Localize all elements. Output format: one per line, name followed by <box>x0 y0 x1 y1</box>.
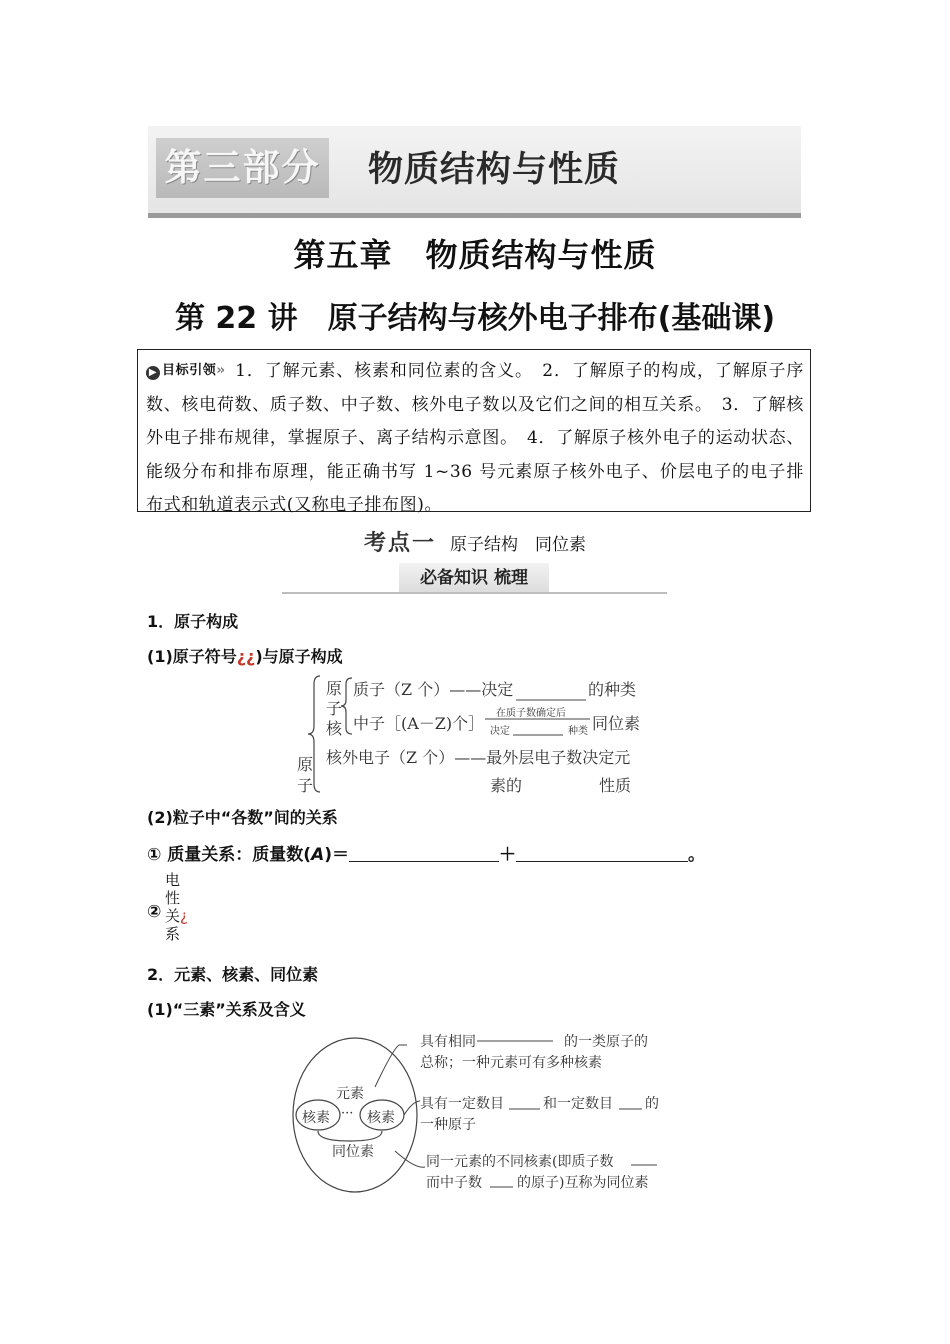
mass-var: A <box>311 845 325 865</box>
r2-post: 的 <box>645 1096 659 1112</box>
goals-tag <box>146 354 223 388</box>
mass-end: 。 <box>688 845 706 865</box>
r1-line2: 总称；一种元素可有多种核素 <box>420 1055 602 1071</box>
r2-pre: 具有一定数目 <box>420 1096 504 1112</box>
s1-sub1-post: )与原子构成 <box>255 647 343 666</box>
blank-mass-2[interactable] <box>516 845 688 862</box>
leader-line-3 <box>395 1151 425 1167</box>
label-outer-yuan: 原 <box>297 755 314 774</box>
stack-sym: ¿ <box>180 907 188 925</box>
label-zi: 子 <box>326 699 343 718</box>
part-banner <box>148 126 801 218</box>
goals-tag-label: 目标引领 <box>162 363 217 378</box>
r2-line2: 一种原子 <box>420 1117 476 1133</box>
s1-sub1-sym: ¿¿ <box>236 647 256 666</box>
venn-tongweisu: 同位素 <box>332 1144 374 1160</box>
play-icon: ▶ <box>146 366 160 380</box>
double-chevron-icon: ›› <box>216 363 224 378</box>
section-bar: 必备知识 梳理 <box>399 563 549 593</box>
goals-paragraph <box>146 354 804 523</box>
label-outer-zi: 子 <box>297 776 314 795</box>
arrow-bottom-right: 种类 <box>568 726 588 737</box>
goals-box <box>137 349 811 515</box>
inner-brace <box>341 678 352 734</box>
mass-mid: )＝ <box>324 845 350 865</box>
stack-char-3-text: 关 <box>165 907 181 925</box>
electron-line2-b: 性质 <box>599 776 632 795</box>
mass-pre: ① 质量关系：质量数( <box>147 845 312 865</box>
proton-end: 的种类 <box>588 680 637 699</box>
s1-sub1 <box>147 644 343 667</box>
r3-line2-post: 的原子)互称为同位素 <box>517 1175 649 1191</box>
electric-relation-stack <box>165 871 188 943</box>
blank-mass-1[interactable] <box>349 845 499 862</box>
banner-rule <box>148 213 801 218</box>
neutron-end: 同位素 <box>592 714 641 733</box>
stack-char-1: 电 <box>165 871 181 889</box>
neutron-line: 中子［(A－Z)个］ <box>353 714 485 733</box>
s2-mass-line <box>147 840 705 865</box>
r3-line1: 同一元素的不同核素(即质子数 <box>426 1154 614 1170</box>
r3-line2-pre: 而中子数 <box>426 1175 482 1191</box>
mass-plus: ＋ <box>499 845 517 865</box>
venn-yuansu: 元素 <box>336 1086 364 1102</box>
s3-sub: (1)“三素”关系及含义 <box>147 1000 306 1019</box>
venn-dots: ··· <box>341 1106 354 1121</box>
r2-mid: 和一定数目 <box>543 1096 613 1112</box>
stack-char-4: 系 <box>165 925 181 943</box>
s2-heading: (2)粒子中“各数”间的关系 <box>147 808 338 827</box>
leader-line-2 <box>404 1101 420 1115</box>
r1-pre: 具有相同 <box>420 1034 476 1050</box>
section-divider <box>282 592 667 594</box>
chapter-title: 第五章 物质结构与性质 <box>293 236 657 274</box>
lesson-title: 第 22 讲 原子结构与核外电子排布(基础课) <box>174 301 776 336</box>
part-title: 物质结构与性质 <box>368 150 621 190</box>
part-label: 第三部分 <box>156 138 329 198</box>
s3-heading: 2．元素、核素、同位素 <box>147 965 319 984</box>
goals-text: 1．了解元素、核素和同位素的含义。 2．了解原子的构成，了解原子序数、核电荷数、质子数、中子数、核外电子数以及它们之间的相互关系。 3．了解核外电子排布规律，掌握原子、离子结构示意图。 4．了解原子核外电子的运动状态、能级分布和排布原理，能正确书写 1~36 号元素原子核外电子、价层电子的电子排布式和轨道表示式(又称电子排布图)。 <box>146 361 804 515</box>
venn-hesu-left: 核素 <box>302 1110 330 1126</box>
arrow-top-text: 在质子数确定后 <box>496 708 566 719</box>
venn-hesu-right: 核素 <box>367 1110 395 1126</box>
arrow-bottom-left: 决定 <box>490 726 510 737</box>
stack-char-2: 性 <box>165 889 181 907</box>
electron-line: 核外电子（Z 个）——最外层电子数决定元 <box>326 748 631 767</box>
s1-heading: 1．原子构成 <box>147 612 239 631</box>
kaodian-heading <box>0 526 950 557</box>
circle-two: ② <box>147 902 162 922</box>
stack-char-3 <box>165 907 188 925</box>
label-yuan: 原 <box>326 679 343 698</box>
isotope-bracket <box>318 1131 382 1141</box>
kaodian-title: 原子结构 同位素 <box>450 535 586 555</box>
proton-line: 质子（Z 个）——决定 <box>353 680 514 699</box>
r1-post: 的一类原子的 <box>564 1034 648 1050</box>
s1-sub1-pre: (1)原子符号 <box>147 647 237 666</box>
label-he: 核 <box>326 719 343 738</box>
electron-line2-a: 素的 <box>490 776 523 795</box>
kaodian-label: 考点一 <box>363 531 436 556</box>
